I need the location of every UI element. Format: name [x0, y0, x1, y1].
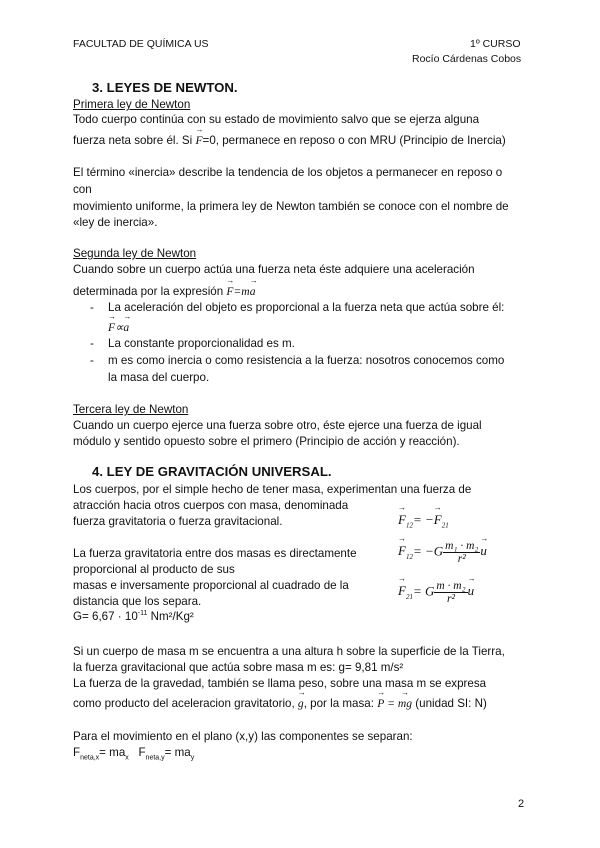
inertia-line3: movimiento uniforme, la primera ley de Newton también se conoce con el nombre de [73, 200, 509, 213]
gravity-line7: distancia que los separa. [73, 595, 202, 608]
bullet-3-line2: la masa del cuerpo. [108, 371, 210, 384]
force-vector: → F [195, 134, 202, 147]
components-equations: $F_{neta,x}= ma_x$ $F_{neta,y}= ma_y$ [73, 746, 195, 762]
second-law-line1: Cuando sobre un cuerpo actúa una fuerza neta éste adquiere una aceleración [73, 263, 475, 276]
header-course: 1º CURSO [470, 38, 521, 50]
proportional-formula: → F∝→ a [108, 320, 129, 334]
gravity-line4: La fuerza gravitatoria entre dos masas es directamente [73, 547, 357, 560]
second-law-line2: determinada por la expresión → F=m→ a [73, 285, 255, 298]
gravity-constant: $G= 6,67 \cdot 10^{-11}$ Nm²/Kg² [73, 610, 194, 623]
weight-line4: como producto del aceleracion gravitatorio, → g, por la masa: → P = → mg (unidad SI: N) [73, 697, 487, 710]
section-4-title: 4. LEY DE GRAVITACIÓN UNIVERSAL. [92, 464, 332, 479]
section-3-title: 3. LEYES DE NEWTON. [92, 80, 238, 95]
second-law-heading: Segunda ley de Newton [73, 247, 197, 260]
page-number: 2 [518, 798, 525, 810]
inertia-line4: «ley de inercia». [73, 216, 158, 229]
bullet-1-text: La aceleración del objeto es proporcional a la fuerza neta que actúa sobre él: [108, 301, 505, 314]
third-law-line2: módulo y sentido opuesto sobre el primero (Principio de acción y reacción). [73, 435, 460, 448]
header-faculty: FACULTAD DE QUÍMICA US [73, 38, 209, 50]
inertia-line1: El término «inercia» describe la tendencia de los objetos a permanecer en reposo o [73, 166, 503, 179]
gravity-line3: fuerza gravitatoria o fuerza gravitacional. [73, 515, 283, 528]
weight-line3: La fuerza de la gravedad, también se llama peso, sobre una masa m se expresa [73, 677, 487, 690]
equation-f12-newton: → $F_{12}= -G$ $\frac{\text{m₁ · m₂}}{\text{r²}}$ → u [398, 540, 487, 565]
weight-line2: la fuerza gravitacional que actúa sobre masa m es: g= 9,81 m/s² [73, 661, 404, 674]
third-law-heading: Tercera ley de Newton [73, 403, 189, 416]
gravity-line1: Los cuerpos, por el simple hecho de tener masa, experimentan una fuerza de [73, 483, 472, 496]
equation-f21-newton: → $F_{21}= G$ $\frac{\text{m · m₂}}{\text{r²}}$ → u [398, 580, 474, 605]
first-law-line1: Todo cuerpo continúa con su estado de movimiento salvo que se ejerza alguna [73, 113, 480, 126]
gravity-line6: masas e inversamente proporcional al cuadrado de la [73, 579, 349, 592]
bullet-dash: - [90, 337, 94, 350]
weight-line1: Si un cuerpo de masa m se encuentra a una altura h sobre la superficie de la Tierra, [73, 645, 505, 658]
bullet-3-line1: m es como inercia o como resistencia a la fuerza: nosotros conocemos como [108, 354, 505, 367]
bullet-dash: - [90, 301, 94, 314]
gravity-line2: atracción hacia otros cuerpos con masa, denominada [73, 499, 349, 512]
bullet-dash: - [90, 354, 94, 367]
equation-f12-f21: → $F_{12}= -\to F_{21}$ [398, 512, 449, 530]
inertia-line2: con [73, 183, 92, 196]
third-law-line1: Cuando un cuerpo ejerce una fuerza sobre otro, éste ejerce una fuerza de igual [73, 419, 482, 432]
first-law-line2: fuerza neta sobre él. Si → F=0, permanece en reposo o con MRU (Principio de Inercia) [73, 134, 506, 147]
first-law-heading: Primera ley de Newton [73, 98, 191, 111]
header-author: Rocío Cárdenas Cobos [412, 53, 522, 65]
bullet-2-text: La constante proporcionalidad es m. [108, 337, 295, 350]
components-line: Para el movimiento en el plano (x,y) las componentes se separan: [73, 730, 413, 743]
gravity-line5: proporcional al producto de sus [73, 563, 235, 576]
